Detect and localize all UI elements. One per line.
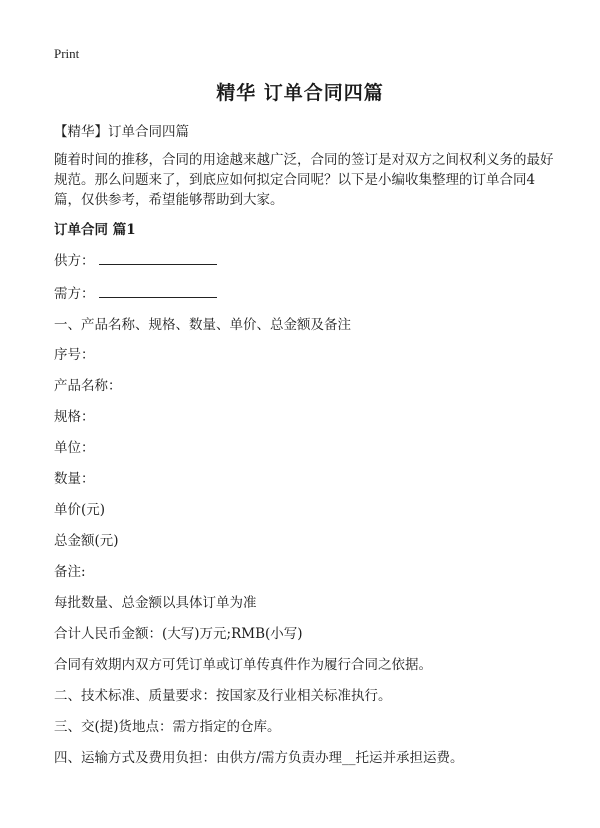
note-contract-validity: 合同有效期内双方可凭订单或订单传真件作为履行合同之依据。 — [54, 657, 432, 673]
buyer-label: 需方： — [54, 286, 95, 302]
field-unit: 单位： — [54, 440, 95, 456]
clause-2: 二、技术标准、质量要求：按国家及行业相关标准执行。 — [54, 688, 392, 704]
buyer-blank — [99, 284, 217, 298]
intro-paragraph: 随着时间的推移，合同的用途越来越广泛，合同的签订是对双方之间权利义务的最好规范。那么问题来了，到底应如何拟定合同呢？以下是小编收集整理的订单合同4篇，仅供参考，希望能够帮助到大家。 — [54, 152, 554, 208]
buyer-line — [54, 282, 217, 302]
field-remarks: 备注: — [54, 564, 86, 580]
section-heading: 订单合同 篇1 — [54, 222, 136, 238]
note-batch-quantity: 每批数量、总金额以具体订单为准 — [54, 595, 257, 611]
field-total-amount: 总金额(元) — [54, 533, 119, 549]
note-total-rmb: 合计人民币金额：(大写)万元;RMB(小写) — [54, 626, 303, 642]
print-label: Print — [54, 46, 80, 61]
field-unit-price: 单价(元) — [54, 502, 106, 518]
intro-tag-line: 【精华】订单合同四篇 — [54, 124, 189, 140]
supplier-blank — [99, 251, 217, 265]
field-quantity: 数量： — [54, 471, 95, 487]
page-title: 精华 订单合同四篇 — [216, 82, 384, 104]
clause-4: 四、运输方式及费用负担：由供方/需方负责办理__托运并承担运费。 — [54, 750, 464, 766]
clause-3: 三、交(提)货地点：需方指定的仓库。 — [54, 719, 281, 735]
field-product-name: 产品名称： — [54, 378, 122, 394]
supplier-line — [54, 249, 217, 269]
clause-1: 一、产品名称、规格、数量、单价、总金额及备注 — [54, 317, 351, 333]
field-serial-number: 序号： — [54, 347, 95, 363]
field-specification: 规格： — [54, 409, 95, 425]
supplier-label: 供方： — [54, 253, 95, 269]
